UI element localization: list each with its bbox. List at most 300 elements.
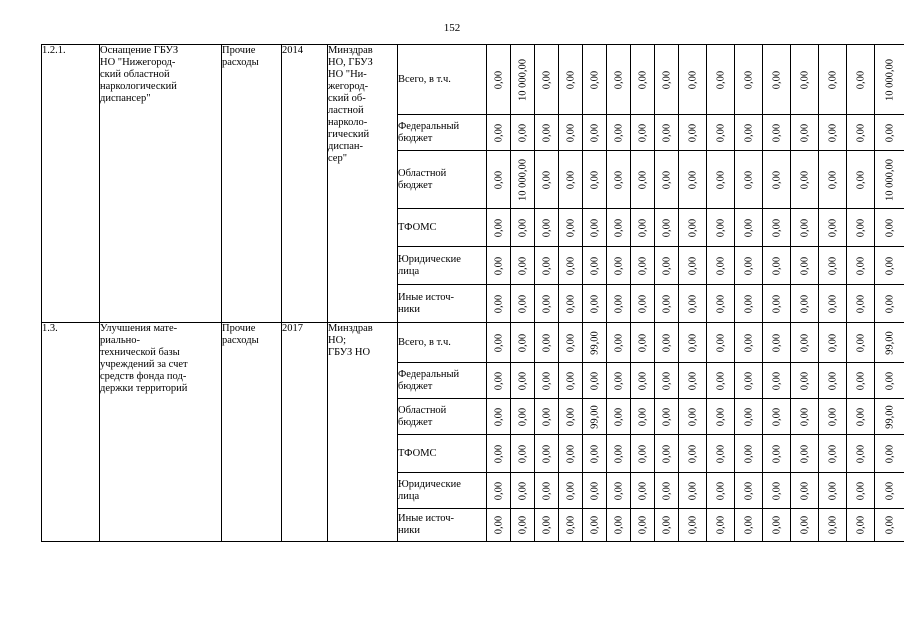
- amount-cell: [487, 509, 511, 542]
- amount-cell: [875, 473, 904, 509]
- amount-cell: [583, 45, 607, 115]
- amount-cell: [735, 363, 763, 399]
- expense-type: Прочие расходы: [222, 45, 282, 323]
- amount-value: 0,00: [613, 481, 624, 500]
- amount-value: 0,00: [687, 123, 698, 142]
- amount-value: 0,00: [565, 256, 576, 275]
- amount-value: 0,00: [661, 70, 672, 89]
- amount-value: 0,00: [771, 256, 782, 275]
- amount-value: 0,00: [637, 170, 648, 189]
- amount-value: 0,00: [743, 123, 754, 142]
- amount-cell: [763, 151, 791, 209]
- amount-cell: [735, 285, 763, 323]
- amount-value: 0,00: [541, 333, 552, 352]
- amount-value: 0,00: [517, 333, 528, 352]
- amount-cell: [559, 151, 583, 209]
- amount-cell: [559, 285, 583, 323]
- amount-value: 0,00: [565, 407, 576, 426]
- amount-cell: [847, 509, 875, 542]
- amount-cell: [875, 363, 904, 399]
- amount-value: 0,00: [687, 333, 698, 352]
- amount-cell: [819, 45, 847, 115]
- amount-value: 0,00: [855, 123, 866, 142]
- amount-cell: [707, 209, 735, 247]
- amount-value: 0,00: [799, 294, 810, 313]
- amount-cell: [607, 285, 631, 323]
- amount-value: 0,00: [855, 444, 866, 463]
- amount-value: 0,00: [493, 70, 504, 89]
- amount-cell: [511, 151, 535, 209]
- amount-cell: [535, 285, 559, 323]
- amount-cell: [535, 247, 559, 285]
- funding-source: Иные источ- ники: [398, 509, 487, 542]
- amount-cell: [583, 323, 607, 363]
- amount-value: 0,00: [493, 515, 504, 535]
- amount-value: 0,00: [687, 371, 698, 390]
- amount-value: 0,00: [827, 515, 838, 535]
- amount-value: 0,00: [715, 218, 726, 237]
- amount-cell: [791, 285, 819, 323]
- amount-value: 0,00: [799, 481, 810, 500]
- amount-cell: [583, 285, 607, 323]
- amount-value: 0,00: [613, 515, 624, 535]
- amount-cell: [535, 435, 559, 473]
- amount-value: 0,00: [589, 123, 600, 142]
- amount-value: 0,00: [743, 515, 754, 535]
- amount-cell: [847, 285, 875, 323]
- amount-value: 0,00: [743, 371, 754, 390]
- amount-cell: [607, 399, 631, 435]
- funding-source: Федеральный бюджет: [398, 363, 487, 399]
- amount-value: 0,00: [565, 218, 576, 237]
- amount-cell: [511, 363, 535, 399]
- amount-cell: [679, 115, 707, 151]
- amount-value: 0,00: [541, 481, 552, 500]
- funding-source: ТФОМС: [398, 209, 487, 247]
- amount-value: 0,00: [715, 170, 726, 189]
- amount-cell: [487, 363, 511, 399]
- amount-value: 0,00: [661, 371, 672, 390]
- funding-source: Всего, в т.ч.: [398, 45, 487, 115]
- amount-value: 0,00: [884, 481, 895, 500]
- amount-cell: [511, 473, 535, 509]
- page-number: 152: [443, 22, 461, 34]
- amount-value: 0,00: [589, 218, 600, 237]
- amount-value: 0,00: [637, 294, 648, 313]
- amount-cell: [607, 473, 631, 509]
- amount-value: 99,00: [884, 330, 895, 355]
- amount-cell: [559, 323, 583, 363]
- amount-cell: [679, 363, 707, 399]
- amount-value: 0,00: [565, 170, 576, 189]
- amount-cell: [655, 399, 679, 435]
- amount-cell: [763, 435, 791, 473]
- amount-value: 0,00: [771, 407, 782, 426]
- amount-cell: [607, 323, 631, 363]
- activity-number: 1.3.: [42, 323, 100, 542]
- amount-cell: [679, 151, 707, 209]
- amount-value: 0,00: [827, 123, 838, 142]
- amount-cell: [583, 247, 607, 285]
- amount-cell: [847, 115, 875, 151]
- amount-cell: [763, 209, 791, 247]
- amount-cell: [791, 45, 819, 115]
- amount-cell: [735, 399, 763, 435]
- amount-cell: [583, 209, 607, 247]
- amount-cell: [655, 45, 679, 115]
- amount-cell: [559, 115, 583, 151]
- amount-cell: [487, 435, 511, 473]
- amount-value: 0,00: [771, 444, 782, 463]
- amount-value: 0,00: [687, 70, 698, 89]
- amount-value: 0,00: [589, 70, 600, 89]
- amount-cell: [583, 509, 607, 542]
- amount-value: 0,00: [855, 371, 866, 390]
- amount-value: 0,00: [613, 170, 624, 189]
- amount-cell: [735, 115, 763, 151]
- amount-value: 0,00: [827, 218, 838, 237]
- amount-value: 0,00: [855, 70, 866, 89]
- table-row: [42, 45, 904, 115]
- amount-value: 0,00: [771, 123, 782, 142]
- activity-name: Оснащение ГБУЗ НО "Нижегород- ский областной наркологический диспансер": [100, 45, 222, 323]
- activity-executor: Минздрав НО, ГБУЗ НО "Ни- жегород- ский об- ластной нарколо- гический диспан- сер": [328, 45, 398, 323]
- amount-value: 0,00: [589, 256, 600, 275]
- amount-value: 0,00: [715, 371, 726, 390]
- amount-cell: [487, 45, 511, 115]
- amount-value: 0,00: [637, 371, 648, 390]
- amount-value: 0,00: [687, 515, 698, 535]
- amount-cell: [819, 363, 847, 399]
- amount-value: 0,00: [884, 218, 895, 237]
- amount-cell: [487, 473, 511, 509]
- amount-cell: [735, 209, 763, 247]
- amount-value: 0,00: [661, 256, 672, 275]
- amount-value: 0,00: [613, 444, 624, 463]
- amount-cell: [791, 473, 819, 509]
- amount-cell: [679, 509, 707, 542]
- amount-cell: [487, 399, 511, 435]
- amount-value: 0,00: [715, 515, 726, 535]
- funding-source: Федеральный бюджет: [398, 115, 487, 151]
- amount-cell: [487, 285, 511, 323]
- amount-value: 10 000,00: [517, 58, 528, 101]
- amount-value: 0,00: [743, 170, 754, 189]
- amount-cell: [631, 473, 655, 509]
- amount-cell: [791, 509, 819, 542]
- amount-cell: [631, 323, 655, 363]
- amount-cell: [655, 435, 679, 473]
- amount-cell: [511, 323, 535, 363]
- amount-cell: [791, 363, 819, 399]
- amount-value: 0,00: [493, 170, 504, 189]
- amount-cell: [679, 323, 707, 363]
- amount-cell: [707, 473, 735, 509]
- amount-value: 0,00: [661, 170, 672, 189]
- amount-cell: [607, 509, 631, 542]
- amount-cell: [583, 399, 607, 435]
- amount-cell: [655, 509, 679, 542]
- amount-value: 0,00: [613, 371, 624, 390]
- amount-value: 0,00: [541, 256, 552, 275]
- amount-value: 0,00: [517, 481, 528, 500]
- amount-cell: [707, 435, 735, 473]
- amount-value: 0,00: [637, 123, 648, 142]
- amount-cell: [847, 323, 875, 363]
- amount-cell: [847, 247, 875, 285]
- amount-cell: [487, 247, 511, 285]
- amount-value: 0,00: [565, 294, 576, 313]
- amount-cell: [655, 151, 679, 209]
- amount-cell: [679, 285, 707, 323]
- amount-value: 0,00: [884, 256, 895, 275]
- amount-cell: [791, 151, 819, 209]
- amount-cell: [559, 435, 583, 473]
- amount-cell: [763, 473, 791, 509]
- amount-value: 0,00: [715, 333, 726, 352]
- amount-cell: [875, 285, 904, 323]
- amount-value: 0,00: [613, 256, 624, 275]
- amount-value: 0,00: [743, 218, 754, 237]
- amount-value: 0,00: [855, 170, 866, 189]
- amount-cell: [875, 151, 904, 209]
- amount-cell: [511, 435, 535, 473]
- amount-cell: [559, 473, 583, 509]
- amount-value: 0,00: [884, 123, 895, 142]
- amount-cell: [511, 399, 535, 435]
- amount-value: 10 000,00: [517, 158, 528, 201]
- amount-value: 0,00: [855, 333, 866, 352]
- amount-cell: [679, 209, 707, 247]
- amount-cell: [631, 151, 655, 209]
- amount-cell: [511, 247, 535, 285]
- amount-value: 0,00: [661, 407, 672, 426]
- amount-cell: [511, 45, 535, 115]
- amount-cell: [875, 209, 904, 247]
- amount-cell: [583, 435, 607, 473]
- amount-value: 0,00: [687, 444, 698, 463]
- amount-cell: [583, 115, 607, 151]
- amount-cell: [819, 151, 847, 209]
- amount-cell: [819, 247, 847, 285]
- amount-cell: [791, 115, 819, 151]
- amount-value: 0,00: [661, 333, 672, 352]
- amount-value: 0,00: [613, 333, 624, 352]
- amount-value: 0,00: [541, 123, 552, 142]
- amount-value: 0,00: [687, 256, 698, 275]
- amount-cell: [583, 151, 607, 209]
- amount-value: 0,00: [637, 333, 648, 352]
- amount-value: 99,00: [884, 404, 895, 429]
- amount-value: 0,00: [637, 407, 648, 426]
- amount-cell: [791, 247, 819, 285]
- amount-cell: [655, 363, 679, 399]
- amount-cell: [707, 363, 735, 399]
- amount-value: 0,00: [661, 515, 672, 535]
- amount-value: 0,00: [565, 333, 576, 352]
- amount-value: 0,00: [589, 481, 600, 500]
- amount-cell: [875, 323, 904, 363]
- amount-value: 0,00: [771, 170, 782, 189]
- amount-cell: [631, 247, 655, 285]
- amount-value: 0,00: [661, 218, 672, 237]
- amount-value: 0,00: [637, 481, 648, 500]
- funding-source: Всего, в т.ч.: [398, 323, 487, 363]
- amount-cell: [631, 45, 655, 115]
- amount-value: 0,00: [743, 256, 754, 275]
- amount-cell: [655, 209, 679, 247]
- funding-source: Областной бюджет: [398, 399, 487, 435]
- amount-value: 0,00: [827, 481, 838, 500]
- amount-cell: [631, 509, 655, 542]
- amount-value: 0,00: [589, 515, 600, 535]
- amount-cell: [735, 509, 763, 542]
- amount-value: 0,00: [799, 515, 810, 535]
- amount-cell: [487, 151, 511, 209]
- amount-cell: [631, 363, 655, 399]
- activity-name: Улучшения мате- риально- технической базы учреждений за счет средств фонда под- держки территорий: [100, 323, 222, 542]
- amount-value: 0,00: [771, 515, 782, 535]
- amount-value: 0,00: [517, 123, 528, 142]
- amount-value: 0,00: [589, 444, 600, 463]
- amount-value: 0,00: [637, 515, 648, 535]
- amount-cell: [819, 285, 847, 323]
- amount-cell: [655, 247, 679, 285]
- amount-cell: [607, 435, 631, 473]
- amount-value: 0,00: [613, 70, 624, 89]
- amount-cell: [735, 323, 763, 363]
- activity-year: 2014: [282, 45, 328, 323]
- amount-cell: [819, 115, 847, 151]
- amount-value: 0,00: [715, 256, 726, 275]
- amount-value: 0,00: [687, 170, 698, 189]
- amount-cell: [875, 115, 904, 151]
- amount-value: 0,00: [541, 170, 552, 189]
- funding-source: Юридические лица: [398, 247, 487, 285]
- amount-value: 0,00: [493, 294, 504, 313]
- amount-cell: [559, 399, 583, 435]
- amount-value: 0,00: [541, 294, 552, 313]
- amount-cell: [679, 45, 707, 115]
- amount-cell: [763, 45, 791, 115]
- amount-cell: [487, 209, 511, 247]
- amount-value: 0,00: [493, 123, 504, 142]
- amount-value: 0,00: [827, 333, 838, 352]
- amount-cell: [535, 399, 559, 435]
- amount-value: 0,00: [565, 70, 576, 89]
- amount-value: 0,00: [687, 218, 698, 237]
- activity-number: 1.2.1.: [42, 45, 100, 323]
- amount-cell: [487, 323, 511, 363]
- amount-value: 99,00: [589, 404, 600, 429]
- amount-cell: [583, 363, 607, 399]
- amount-cell: [535, 151, 559, 209]
- amount-cell: [655, 473, 679, 509]
- amount-value: 0,00: [493, 444, 504, 463]
- amount-cell: [735, 45, 763, 115]
- amount-cell: [607, 45, 631, 115]
- amount-cell: [791, 399, 819, 435]
- funding-source: Областной бюджет: [398, 151, 487, 209]
- table-row: [42, 323, 904, 363]
- funding-source: Иные источ- ники: [398, 285, 487, 323]
- amount-value: 0,00: [799, 333, 810, 352]
- amount-cell: [583, 473, 607, 509]
- amount-cell: [679, 473, 707, 509]
- amount-value: 10 000,00: [884, 158, 895, 201]
- amount-value: 0,00: [565, 444, 576, 463]
- amount-value: 0,00: [661, 481, 672, 500]
- amount-value: 0,00: [661, 123, 672, 142]
- amount-cell: [763, 323, 791, 363]
- amount-cell: [707, 45, 735, 115]
- amount-cell: [847, 399, 875, 435]
- amount-cell: [791, 209, 819, 247]
- amount-value: 0,00: [565, 123, 576, 142]
- amount-value: 0,00: [884, 515, 895, 535]
- amount-cell: [819, 509, 847, 542]
- amount-cell: [559, 45, 583, 115]
- amount-cell: [511, 209, 535, 247]
- amount-value: 0,00: [771, 294, 782, 313]
- amount-value: 0,00: [771, 333, 782, 352]
- amount-value: 0,00: [771, 481, 782, 500]
- program-activities-table: [41, 44, 904, 542]
- amount-value: 0,00: [855, 407, 866, 426]
- amount-cell: [735, 473, 763, 509]
- amount-cell: [535, 473, 559, 509]
- amount-cell: [511, 509, 535, 542]
- amount-cell: [679, 399, 707, 435]
- amount-cell: [819, 323, 847, 363]
- amount-cell: [763, 115, 791, 151]
- amount-cell: [559, 363, 583, 399]
- amount-cell: [607, 209, 631, 247]
- amount-value: 0,00: [715, 444, 726, 463]
- amount-value: 0,00: [493, 218, 504, 237]
- amount-cell: [875, 399, 904, 435]
- amount-value: 0,00: [799, 170, 810, 189]
- amount-value: 0,00: [715, 407, 726, 426]
- amount-cell: [791, 435, 819, 473]
- amount-value: 0,00: [517, 371, 528, 390]
- amount-value: 0,00: [613, 218, 624, 237]
- amount-value: 0,00: [493, 407, 504, 426]
- amount-cell: [535, 509, 559, 542]
- amount-cell: [763, 399, 791, 435]
- amount-cell: [707, 509, 735, 542]
- amount-value: 0,00: [827, 371, 838, 390]
- amount-cell: [559, 209, 583, 247]
- amount-value: 0,00: [493, 371, 504, 390]
- amount-cell: [707, 323, 735, 363]
- amount-value: 0,00: [541, 515, 552, 535]
- amount-value: 0,00: [743, 481, 754, 500]
- amount-value: 0,00: [799, 371, 810, 390]
- amount-cell: [631, 285, 655, 323]
- amount-value: 0,00: [715, 123, 726, 142]
- amount-value: 0,00: [687, 481, 698, 500]
- amount-cell: [679, 247, 707, 285]
- amount-cell: [847, 209, 875, 247]
- amount-cell: [763, 247, 791, 285]
- amount-value: 0,00: [799, 70, 810, 89]
- amount-value: 0,00: [517, 294, 528, 313]
- amount-value: 0,00: [827, 70, 838, 89]
- amount-cell: [847, 45, 875, 115]
- amount-value: 0,00: [589, 294, 600, 313]
- amount-value: 0,00: [637, 218, 648, 237]
